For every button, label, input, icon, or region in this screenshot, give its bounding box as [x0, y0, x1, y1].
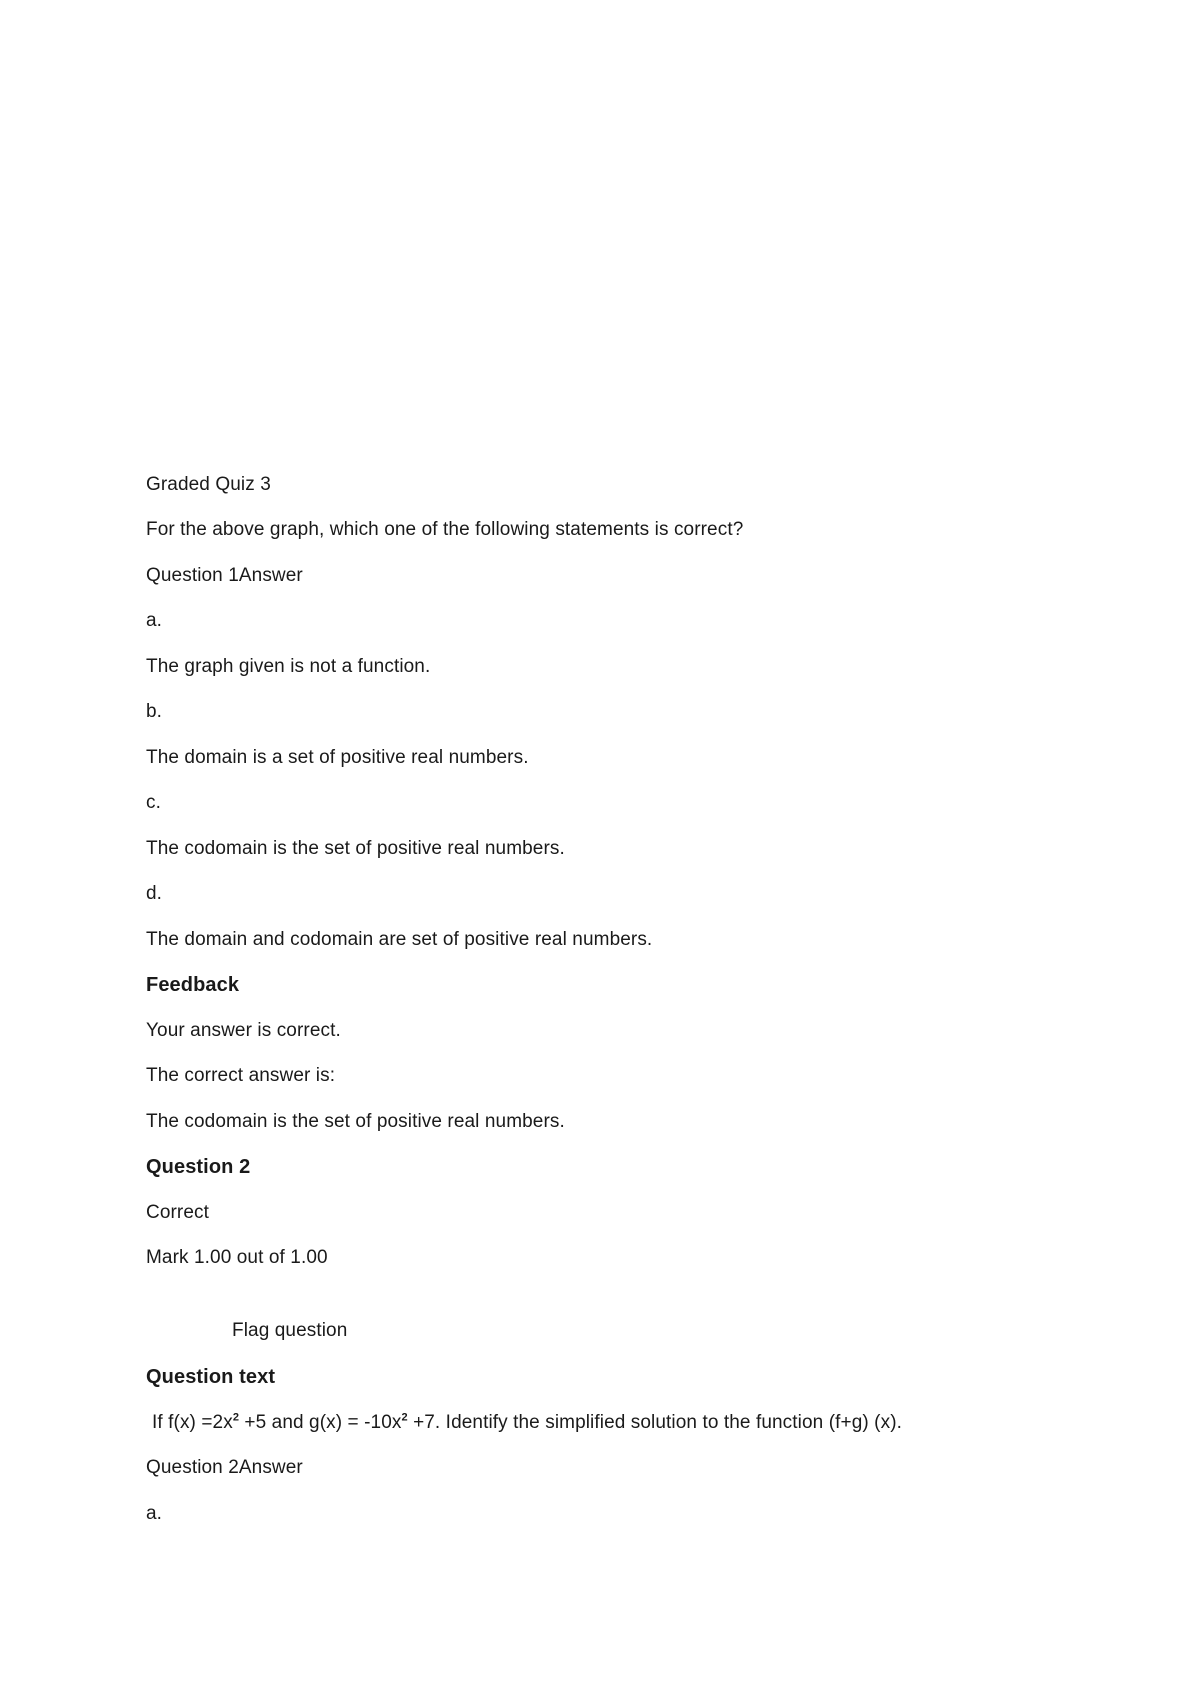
question-2-status: Correct [146, 1202, 209, 1223]
flag-question-link[interactable]: Flag question [232, 1320, 348, 1341]
question-2-heading: Question 2 [146, 1156, 251, 1178]
question-1-prompt: For the above graph, which one of the following statements is correct? [146, 519, 744, 540]
question-2-text-part-3: +7. Identify the simplified solution to the function (f+g) (x). [407, 1412, 903, 1433]
option-a-letter[interactable]: a. [146, 610, 163, 631]
question-2-option-a-letter[interactable]: a. [146, 1503, 163, 1524]
feedback-heading: Feedback [146, 974, 240, 996]
option-c-text[interactable]: The codomain is the set of positive real numbers. [146, 838, 565, 859]
question-2-answer-label: Question 2Answer [146, 1457, 303, 1478]
option-a-text[interactable]: The graph given is not a function. [146, 656, 431, 677]
correct-answer-text: The codomain is the set of positive real numbers. [146, 1111, 565, 1132]
question-2-text [152, 1411, 902, 1435]
question-2-text-sup-2: 2 [401, 1411, 408, 1424]
quiz-title: Graded Quiz 3 [146, 474, 271, 495]
question-2-text-part-1: If f(x) =2x [152, 1412, 233, 1433]
question-2-mark: Mark 1.00 out of 1.00 [146, 1247, 328, 1268]
feedback-result: Your answer is correct. [146, 1020, 341, 1041]
option-d-text[interactable]: The domain and codomain are set of positive real numbers. [146, 929, 653, 950]
option-b-letter[interactable]: b. [146, 701, 163, 722]
question-2-text-sup-1: 2 [232, 1411, 240, 1424]
option-c-letter[interactable]: c. [146, 792, 161, 813]
option-b-text[interactable]: The domain is a set of positive real numbers. [146, 747, 529, 768]
question-1-answer-label: Question 1Answer [146, 565, 303, 586]
option-d-letter[interactable]: d. [146, 883, 163, 904]
correct-answer-label: The correct answer is: [146, 1065, 336, 1086]
question-2-text-heading: Question text [146, 1366, 276, 1388]
question-2-text-part-2: +5 and g(x) = -10x [239, 1412, 402, 1433]
